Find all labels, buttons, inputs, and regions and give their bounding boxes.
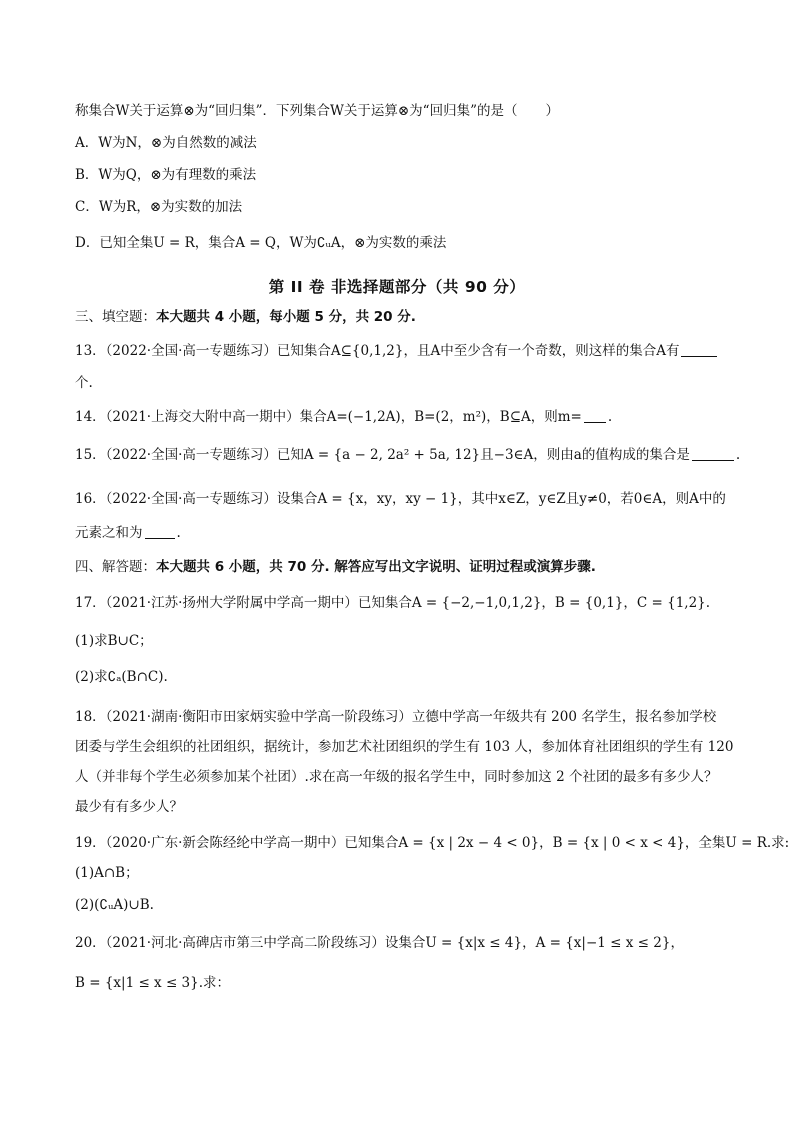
question-20-cont: B = {x|1 ≤ x ≤ 3}.求： [75, 975, 231, 991]
question-12-stem [75, 101, 734, 121]
answer-blank [692, 446, 734, 461]
question-12-option-b: B．W为Q，⊗为有理数的乘法 [75, 167, 257, 183]
question-18-line-1: 18．（2021·湖南·衡阳市田家炳实验中学高一阶段练习）立德中学高一年级共有 200 名学生，报名参加学校 [75, 709, 717, 725]
question-12-stem-text: 称集合W关于运算⊗为“回归集”．下列集合W关于运算⊗为“回归集”的是（ [75, 103, 518, 119]
section-4-heading [75, 557, 734, 577]
question-19-part-2: (2)(∁ᵤA)∪B. [75, 897, 154, 913]
section-3-heading [75, 307, 734, 327]
answer-blank [145, 524, 175, 539]
question-20: 20．（2021·河北·高碑店市第三中学高二阶段练习）设集合U = {x|x ≤ 4}，A = {x|−1 ≤ x ≤ 2}， [75, 935, 684, 951]
question-13-cont: 个. [75, 375, 93, 391]
question-12-option-c: C．W为R，⊗为实数的加法 [75, 199, 243, 215]
question-14-text: 14．（2021·上海交大附中高一期中）集合A=(−1,2A)，B=(2，m²)，B⊆A，则m= [75, 409, 582, 425]
question-16-cont [75, 523, 734, 543]
question-19: 19．（2020·广东·新会陈经纶中学高一期中）已知集合A = {x | 2x − 4 < 0}，B = {x | 0 < x < 4}，全集U = R.求: [75, 835, 790, 851]
section-3-instructions: 本大题共 4 小题，每小题 5 分，共 20 分. [156, 309, 416, 325]
part-2-title: 第 II 卷 非选择题部分（共 90 分） [268, 278, 526, 296]
question-15 [75, 445, 741, 465]
question-17: 17．（2021·江苏·扬州大学附属中学高一期中）已知集合A = {−2,−1,0,1,2}，B = {0,1}，C = {1,2}. [75, 595, 711, 611]
answer-blank [584, 408, 606, 423]
question-17-part-2: (2)求∁ₐ(B∩C). [75, 669, 168, 685]
question-15-text: 15．（2022·全国·高一专题练习）已知A = {a − 2, 2a² + 5a, 12}且−3∈A，则由a的值构成的集合是 [75, 447, 690, 463]
question-12-option-a: A．W为N，⊗为自然数的减法 [75, 135, 257, 151]
section-3-prefix: 三、填空题： [75, 309, 156, 325]
question-13 [75, 341, 734, 361]
question-18-line-3: 人（并非每个学生必须参加某个社团）.求在高一年级的报名学生中，同时参加这 2 个社团的最多有多少人？ [75, 769, 718, 785]
question-14 [75, 407, 734, 427]
question-12-stem-end: ） [545, 103, 559, 119]
question-17-part-1: (1)求B∪C； [75, 633, 153, 649]
question-16: 16．（2022·全国·高一专题练习）设集合A = {x，xy，xy − 1}，其中x∈Z，y∈Z且y≠0，若0∈A，则A中的 [75, 491, 726, 507]
question-18-line-2: 团委与学生会组织的社团组织，据统计，参加艺术社团组织的学生有 103 人，参加体育社团组织的学生有 120 [75, 739, 734, 755]
question-15-end: . [735, 447, 741, 463]
question-18-line-4: 最少有有多少人？ [75, 799, 183, 815]
question-12-option-d: D．已知全集U = R，集合A = Q，W为∁ᵤA，⊗为实数的乘法 [75, 235, 447, 251]
section-4-instructions: 本大题共 6 小题，共 70 分. 解答应写出文字说明、证明过程或演算步骤. [156, 559, 596, 575]
answer-blank [681, 342, 717, 357]
question-19-part-1: (1)A∩B； [75, 865, 139, 881]
section-4-prefix: 四、解答题： [75, 559, 156, 575]
question-16-end: . [176, 525, 181, 541]
question-16-cont-text: 元素之和为 [75, 525, 143, 541]
question-14-end: . [607, 409, 613, 425]
question-13-text: 13．（2022·全国·高一专题练习）已知集合A⊆{0,1,2}，且A中至少含有一个奇数，则这样的集合A有 [75, 343, 680, 359]
